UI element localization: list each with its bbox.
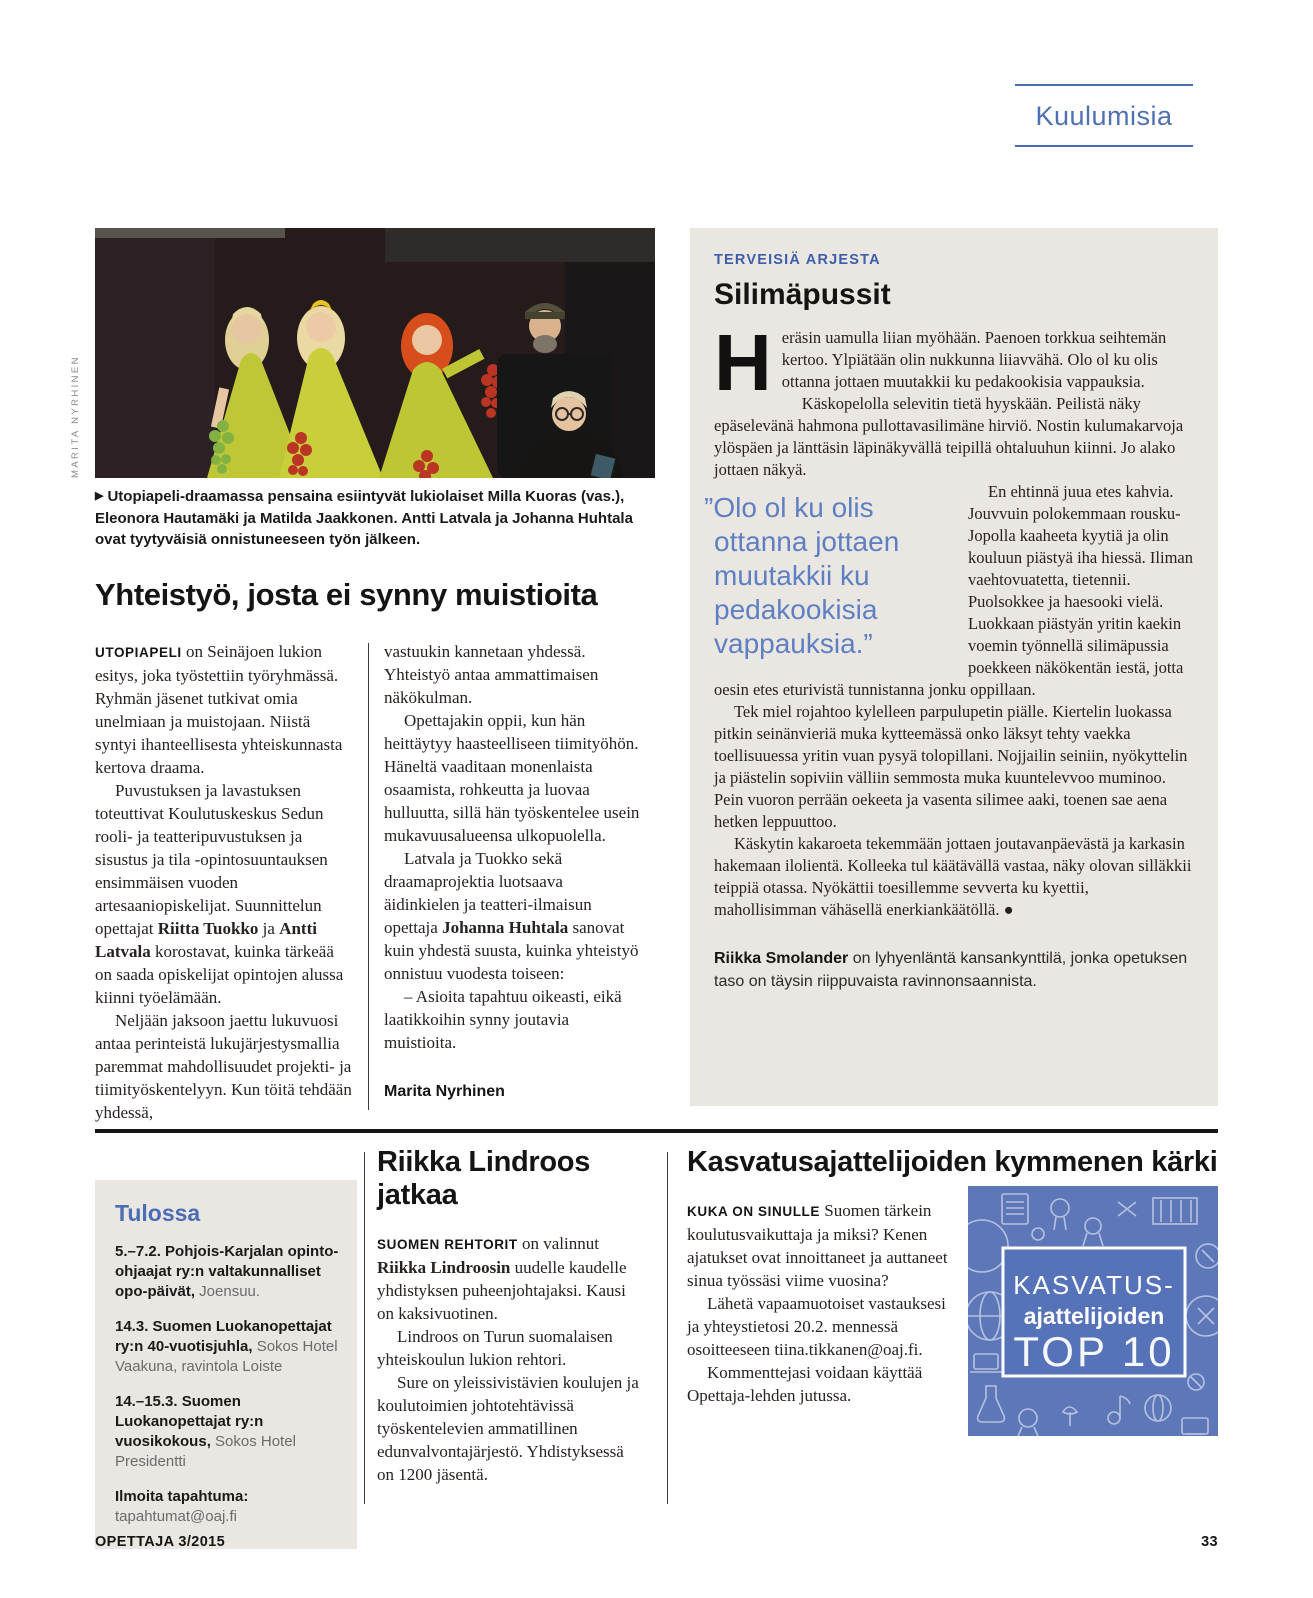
- author-bio: Riikka Smolander on lyhyenläntä kansankynttilä, jonka opetuksen taso on täysin riippuvaista ravinnonsaannista.: [714, 950, 1188, 990]
- top10-line3: TOP 10: [1013, 1328, 1175, 1375]
- page-footer: [95, 1534, 1218, 1550]
- top10-graphic-svg: [968, 1185, 1218, 1437]
- dialect-column: [690, 228, 1218, 1106]
- event-item: 5.–7.2. Pohjois-Karjalan opinto-ohjaajat ry:n valtakunnalliset opo-päivät, Joensuu.: [115, 1243, 339, 1300]
- person-name: Riikka Lindroosin: [377, 1258, 511, 1277]
- caption-arrow-icon: ▶: [95, 490, 104, 502]
- person-name: Riitta Tuokko: [157, 919, 259, 938]
- section-header: [1015, 84, 1193, 147]
- column-body: [704, 318, 1194, 993]
- article-kicker: KUKA ON SINULLE: [687, 1204, 820, 1219]
- paragraph: Sure on yleissivistävien koulujen ja koulutoimien johtotehtävissä työskentelevien ammatillinen edunvalvontajärjestö. Yhdistyksessä on 1200 jäsentä.: [377, 1373, 639, 1484]
- tulossa-title: Tulossa: [115, 1200, 201, 1226]
- paragraph: En ehtinnä juua etes kahvia. Jouvvuin polokemmaan rousku-Jopolla kaaheeta kyytiä ja olin kouluun piästyä iha hiessä. Iliman vaehtovuatetta, tietennii. Puolsokkee ja haesooki vielä. Luokkaan piästyän yritin kaekin voemin työnnellä silimäpussia poekkeen näkökentän iestä, jotta oesin etes eturivistä tunnistanna jonku oppillaan.: [714, 482, 1193, 699]
- top10-line1: KASVATUS-: [1013, 1270, 1175, 1300]
- kasvatus-body: [687, 1199, 955, 1407]
- paragraph: Heräsin uamulla liian myöhään. Paenoen torkkua seihtemän kertoo. Ylpiätään olin nukkunna liiavvähä. Olo ol ku olis ottanna jottaen muutakkii ku pedakookisia vappauksia.: [714, 318, 1167, 407]
- contact-email: tapahtumat@oaj.fi: [115, 1508, 237, 1525]
- paragraph: Lindroos on Turun suomalaisen yhteiskoulun lukion rehtori.: [377, 1327, 613, 1369]
- event-item: 14.3. Suomen Luokanopettajat ry:n 40-vuotisjuhla, Sokos Hotel Vaakuna, ravintola Loiste: [115, 1318, 338, 1375]
- paragraph: KUKA ON SINULLE Suomen tärkein koulutusvaikuttaja ja miksi? Kenen ajatukset ovat innoittaneet ja auttaneet sinua työssäsi viime vuosina?: [687, 1201, 948, 1290]
- article-byline: Marita Nyrhinen: [384, 1083, 505, 1100]
- person-name: Antti Latvala: [95, 919, 317, 961]
- event-item-contact: Ilmoita tapahtuma: tapahtumat@oaj.fi: [115, 1488, 249, 1525]
- top10-line2: ajattelijoiden: [1023, 1303, 1165, 1329]
- kasvatus-title: Kasvatusajattelijoiden kymmenen kärki: [687, 1146, 1218, 1178]
- top10-graphic: [968, 1185, 1218, 1437]
- paragraph: Käskytin kakaroeta tekemmään jottaen joutavanpäevästä ja karkasin hakemaan ilolientä. Kolleeka tul käätävällä vastaa, näky olovan silläkkii teippiä otassa. Nyökättii toesillemme sevverta ku kyettii, mahollisimman vähäsellä enerkiankäätöllä. ●: [714, 834, 1192, 919]
- lindroos-body: [377, 1232, 641, 1486]
- paragraph: Opettajakin oppii, kun hän heittäytyy haasteelliseen tiimityöhön. Häneltä vaaditaan monenlaista osaamista, rohkeutta ja luovaa hulluutta, sillä hän työskentelee usein mukavuusalueensa ulkopuolella.: [384, 711, 640, 845]
- paragraph: Kommenttejasi voidaan käyttää Opettaja-lehden jutussa.: [687, 1363, 923, 1405]
- author-name: Riikka Smolander: [714, 950, 849, 967]
- page-number: 33: [1201, 1534, 1218, 1550]
- pull-quote: ”Olo ol ku olis ottanna jottaen muutakkii ku pedakookisia vappauksia.”: [704, 492, 900, 659]
- main-article-col1: [95, 640, 353, 1124]
- article-kicker: SUOMEN REHTORIT: [377, 1237, 518, 1252]
- stage-photo-illustration: [95, 228, 655, 478]
- lindroos-article: [377, 1146, 641, 1486]
- column-divider: [364, 1152, 365, 1504]
- event-item: 14.–15.3. Suomen Luokanopettajat ry:n vuosikokous, Sokos Hotel Presidentti: [115, 1393, 296, 1470]
- paragraph: Latvala ja Tuokko sekä draamaprojektia luotsaava äidinkielen ja teatteri-ilmaisun opettaja Johanna Huhtala sanovat kuin yhdestä suusta, kuinka yhteistyö onnistuu vuodesta toiseen:: [384, 849, 639, 983]
- paragraph: Käskopelolla selevitin tietä hyyskään. Peilistä näky epäselevänä hahmona pullottavasilimäne hirviö. Nostin kulumakarvoja ylöspäen ja länttäsin läpinäkyvällä teipillä ohtaluuhun kiinni. Jo alako jottaen näkyä.: [714, 394, 1184, 479]
- tulossa-box: [95, 1180, 357, 1549]
- photo-caption-text: Utopiapeli-draamassa pensaina esiintyvät lukiolaiset Milla Kuoras (vas.), Eleonora Hautamäki ja Matilda Jaakkonen. Antti Latvala ja Johanna Huhtala ovat tyytyväisiä onnistuneeseen työn jälkeen.: [95, 488, 633, 548]
- photo-caption: [95, 486, 657, 551]
- paragraph: Puvustuksen ja lavastuksen toteuttivat Koulutuskeskus Sedun rooli- ja teatteripuvustuksen ja sisustus ja tila -opintosuuntauksen ensimmäisen vuoden artesaaniopiskelijat. Suunnittelun opettajat Riitta Tuokko ja Antti Latvala korostavat, kuinka tärkeää on saada opiskelijat opintojen alussa kiinni työelämään.: [95, 781, 344, 1007]
- column-divider: [368, 643, 369, 1110]
- paragraph: Tek miel rojahtoo kylelleen parpulupetin piälle. Kiertelin luokassa pitkin seinänvieriä muka kytteemässä onko läksyt tehty vaekka toellisuuessa yritin vuan pysyä tolopillani. Nojjailin seiniin, nyökyttelin ja piästelin sopiviin välliin semmosta muka kuuntelevvoo muminoo. Pein vuoron perrään oekeeta ja vasenta silimee aaki, toenen sae aena hetken leppuuttoo.: [714, 702, 1188, 831]
- article-kicker: UTOPIAPELI: [95, 645, 182, 660]
- main-article-title: Yhteistyö, josta ei synny muistioita: [95, 577, 598, 612]
- main-article-col2: [384, 640, 642, 1124]
- photo-credit: MARITA NYRHINEN: [70, 355, 81, 478]
- column-kicker: TERVEISIÄ ARJESTA: [714, 252, 881, 268]
- article-photo: [95, 228, 655, 478]
- paragraph: Neljään jaksoon jaettu lukuvuosi antaa perinteistä lukujärjestysmallia paremmat mahdollisuudet projekti- ja tiimityöskentelyyn. Kun töitä tehdään yhdessä,: [95, 1011, 352, 1122]
- drop-cap: H: [714, 318, 772, 407]
- kasvatus-article: [687, 1146, 1218, 1437]
- person-name: Johanna Huhtala: [442, 918, 569, 937]
- column-divider: [667, 1152, 668, 1504]
- main-article-body: [95, 640, 657, 1124]
- magazine-issue: OPETTAJA 3/2015: [95, 1534, 226, 1550]
- section-divider: [95, 1129, 1218, 1133]
- paragraph: vastuukin kannetaan yhdessä. Yhteistyö antaa ammattimaisen näkökulman.: [384, 642, 599, 707]
- paragraph: Lähetä vapaamuotoiset vastauksesi ja yhteystietosi 20.2. mennessä osoitteeseen tiina.tikkanen@oaj.fi.: [687, 1294, 946, 1359]
- lindroos-title: Riikka Lindroos jatkaa: [377, 1146, 591, 1211]
- paragraph: SUOMEN REHTORIT on valinnut Riikka Lindroosin uudelle kaudelle yhdistyksen puheenjohtajaksi. Kausi on kaksivuotinen.: [377, 1234, 627, 1323]
- section-title: Kuulumisia: [1035, 101, 1173, 131]
- paragraph: – Asioita tapahtuu oikeasti, eikä laatikkoihin synny joutavia muistioita.: [384, 987, 622, 1052]
- column-title: Silimäpussit: [714, 278, 891, 311]
- paragraph: UTOPIAPELI on Seinäjoen lukion esitys, joka työstettiin työryhmässä. Ryhmän jäsenet tutkivat omia unelmiaan ja muistojaan. Niistä syntyi ihanteellisesta yhteiskunnasta kertova draama.: [95, 642, 343, 777]
